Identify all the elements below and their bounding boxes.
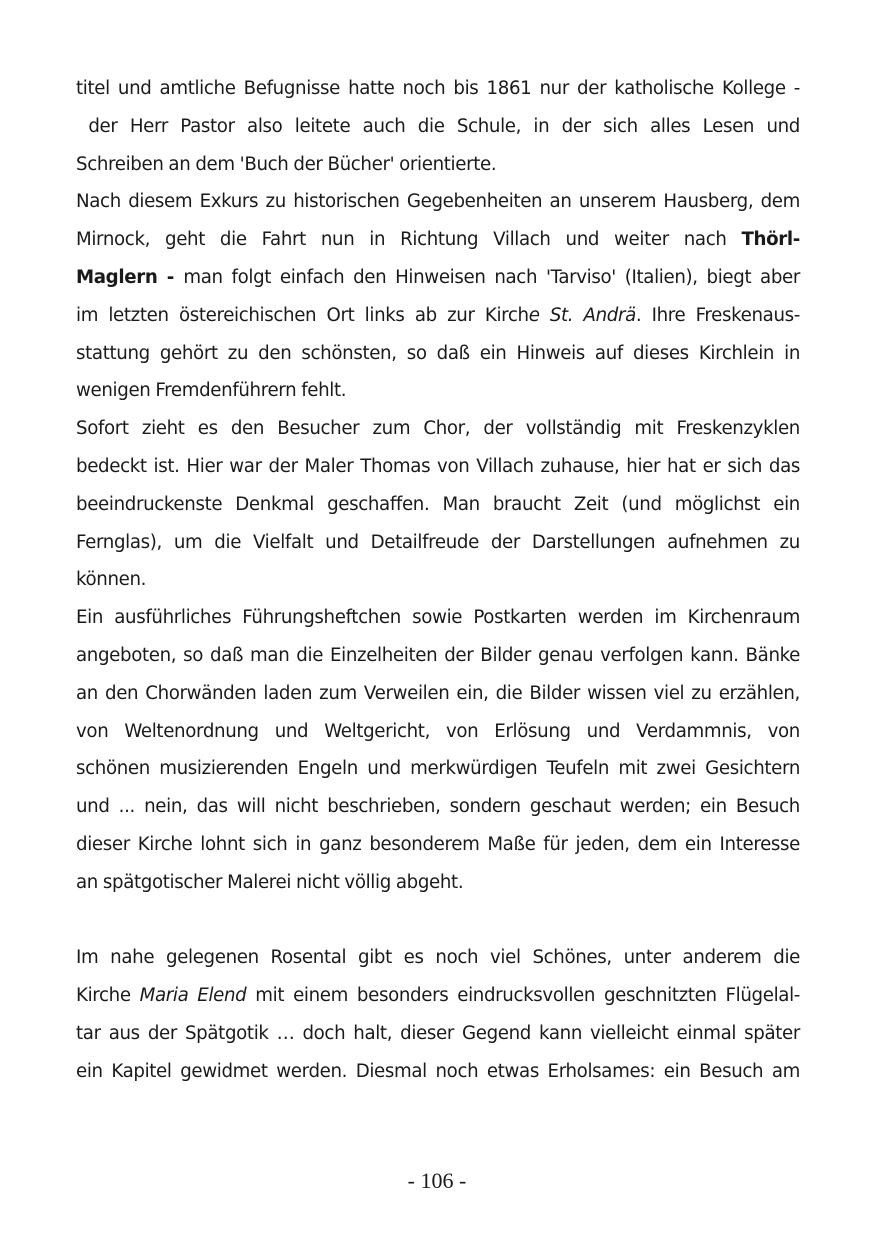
paragraph-gap xyxy=(76,902,800,940)
text-line: an den Chorwänden laden zum Verweilen ein, die Bilder wissen viel zu erzählen, xyxy=(76,682,800,704)
text-line: Nach diesem Exkurs zu historischen Gegebenheiten an unserem Hausberg, dem xyxy=(76,191,800,213)
bold-place-name: Thörl- xyxy=(741,229,800,251)
text-line: angeboten, so daß man die Einzelheiten der Bilder genau verfolgen kann. Bänke xyxy=(76,644,800,666)
text-line: Ein ausführliches Führungsheftchen sowie Postkarten werden im Kirchenraum xyxy=(76,607,800,629)
text-line: ein Kapitel gewidmet werden. Diesmal noch etwas Erholsames: ein Besuch am xyxy=(76,1060,800,1082)
text-line xyxy=(76,259,800,297)
text-segment: im letzten östereichischen Ort links ab zur Kirch xyxy=(76,304,529,326)
text-line: von Weltenordnung und Weltgericht, von Erlösung und Verdammnis, von xyxy=(76,720,800,742)
text-line: Sofort zieht es den Besucher zum Chor, der vollständig mit Freskenzyklen xyxy=(76,418,800,440)
text-line: wenigen Fremdenführern fehlt. xyxy=(76,380,347,402)
text-line xyxy=(76,221,800,259)
italic-church-name: Maria Elend xyxy=(139,985,247,1007)
text-line: beeindruckenste Denkmal geschaffen. Man braucht Zeit (und möglichst ein xyxy=(76,493,800,515)
text-line: an spätgotischer Malerei nicht völlig abgeht. xyxy=(76,871,464,893)
text-line xyxy=(76,297,800,335)
text-line xyxy=(76,977,800,1015)
text-line: und ... nein, das will nicht beschrieben, sondern geschaut werden; ein Besuch xyxy=(76,796,800,818)
text-line: Im nahe gelegenen Rosental gibt es noch viel Schönes, unter anderem die xyxy=(76,947,800,969)
body-text xyxy=(76,70,800,1091)
text-line: titel und amtliche Befugnisse hatte noch bis 1861 nur der katholische Kollege - xyxy=(76,78,800,99)
text-segment: . Ihre Freskenaus- xyxy=(635,304,800,326)
text-line: Fernglas), um die Vielfalt und Detailfreude der Darstellungen aufnehmen zu xyxy=(76,531,800,553)
text-line: Schreiben an dem 'Buch der Bücher' orientierte. xyxy=(76,153,497,175)
text-line: dieser Kirche lohnt sich in ganz besonderem Maße für jeden, dem ein Interesse xyxy=(76,833,800,855)
page-number: - 106 - xyxy=(407,1168,467,1193)
text-segment: man folgt einfach den Hinweisen nach 'Tarviso' (Italien), biegt aber xyxy=(183,266,800,288)
text-line: schönen musizierenden Engeln und merkwürdigen Teufeln mit zwei Gesichtern xyxy=(76,758,800,780)
text-line: können. xyxy=(76,569,147,591)
text-line: bedeckt ist. Hier war der Maler Thomas von Villach zuhause, hier hat er sich das xyxy=(76,455,800,477)
text-segment: mit einem besonders eindrucksvollen geschnitzten Flügelal- xyxy=(246,985,800,1007)
text-segment: Mirnock, geht die Fahrt nun in Richtung Villach und weiter nach xyxy=(76,229,742,251)
bold-place-name: Maglern - xyxy=(76,266,184,288)
text-line: stattung gehört zu den schönsten, so daß ein Hinweis auf dieses Kirchlein in xyxy=(76,342,800,364)
text-line: der Herr Pastor also leitete auch die Schule, in der sich alles Lesen und xyxy=(76,115,800,137)
text-segment: Kirche xyxy=(76,985,140,1007)
text-line: tar aus der Spätgotik … doch halt, dieser Gegend kann vielleicht einmal später xyxy=(76,1022,800,1044)
italic-church-name: e St. Andrä xyxy=(528,304,636,326)
